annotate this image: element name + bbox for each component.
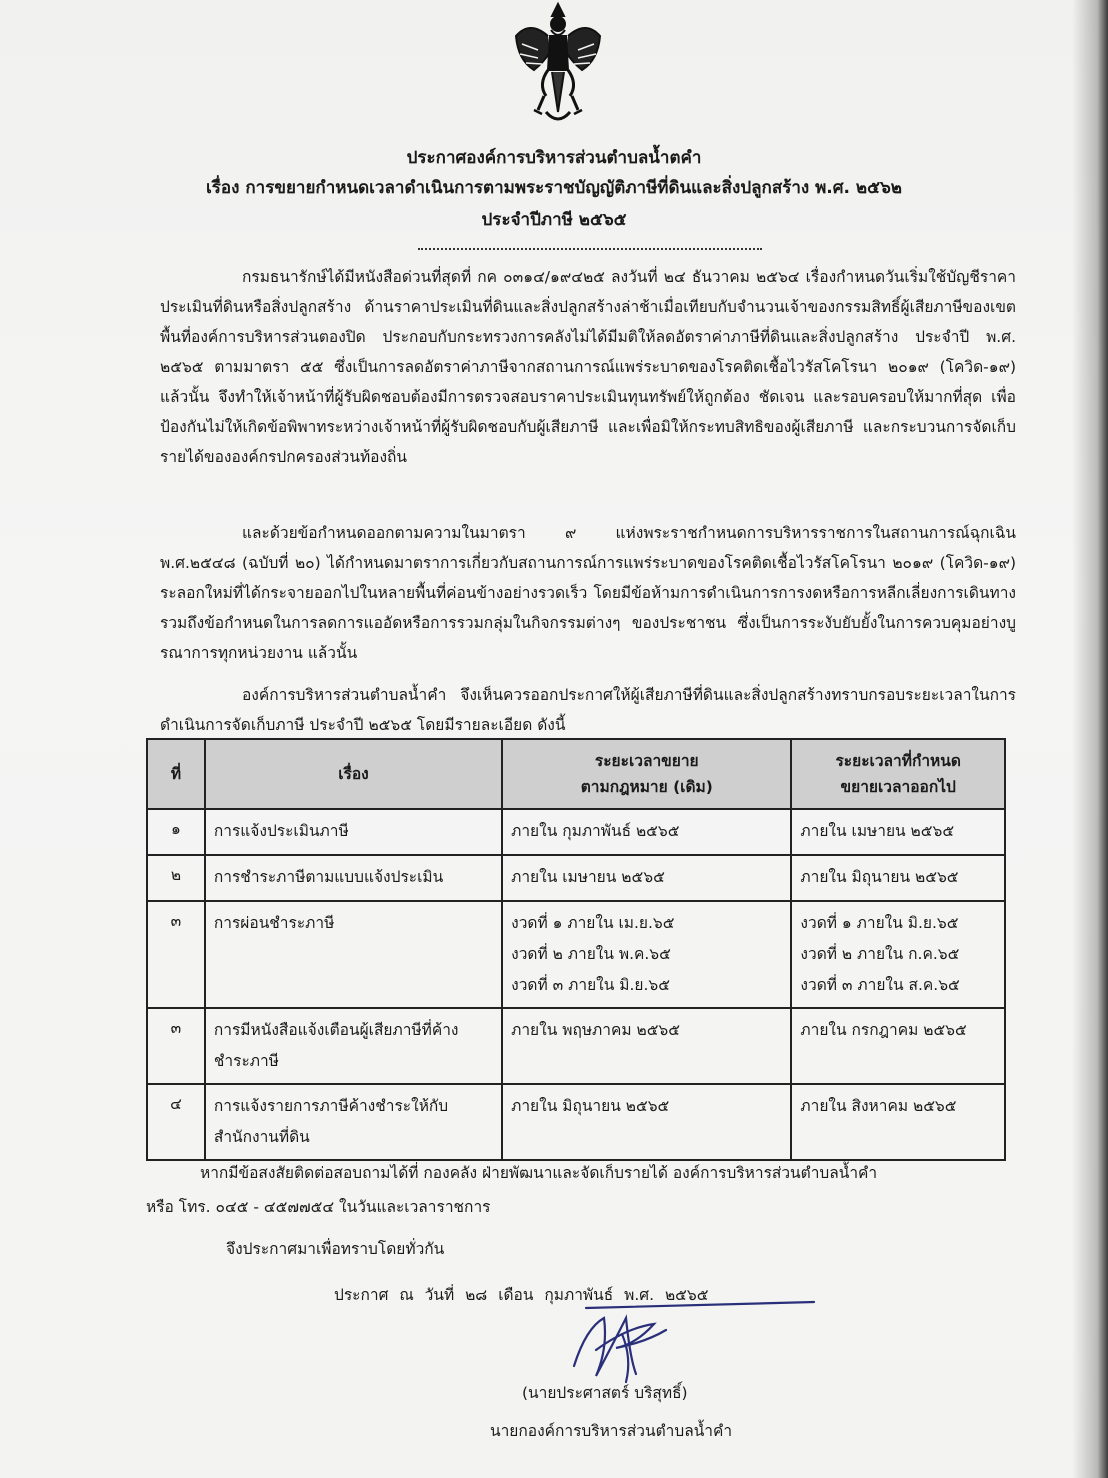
row-new-deadline: ภายใน กรกฎาคม ๒๕๖๕ [791, 1008, 1005, 1084]
schedule-table [146, 738, 1006, 1161]
contact-line-1: หากมีข้อสงสัยติดต่อสอบถามได้ที่ กองคลัง ฝ่ายพัฒนาและจัดเก็บรายได้ องค์การบริหารส่วนตำบลน้ำคำ [200, 1164, 878, 1182]
announcement-date: ประกาศ ณ วันที่ ๒๘ เดือน กุมภาพันธ์ พ.ศ. ๒๕๖๕ [334, 1286, 709, 1304]
row-old-deadline: ภายใน มิถุนายน ๒๕๖๕ [502, 1084, 791, 1160]
signer-position: นายกองค์การบริหารส่วนตำบลน้ำคำ [490, 1422, 733, 1440]
announcement-subject: เรื่อง การขยายกำหนดเวลาดำเนินการตามพระราชบัญญัติภาษีที่ดินและสิ่งปลูกสร้าง พ.ศ. ๒๕๖๒ [205, 178, 903, 198]
row-old-deadline: งวดที่ ๑ ภายใน เม.ย.๖๕ งวดที่ ๒ ภายใน พ.ค.๖๕ งวดที่ ๓ ภายใน มิ.ย.๖๕ [502, 901, 791, 1008]
row-new-deadline: ภายใน สิงหาคม ๒๕๖๕ [791, 1084, 1005, 1160]
header-new-deadline: ระยะเวลาที่กำหนด ขยายเวลาออกไป [791, 739, 1005, 809]
row-no: ๑ [147, 809, 205, 855]
header-no: ที่ [147, 739, 205, 809]
row-old-deadline: ภายใน เมษายน ๒๕๖๕ [502, 855, 791, 901]
row-no: ๒ [147, 855, 205, 901]
paragraph-1 [160, 262, 1016, 472]
row-new-deadline: ภายใน เมษายน ๒๕๖๕ [791, 809, 1005, 855]
contact-info [146, 1156, 1016, 1224]
row-no: ๓ [147, 901, 205, 1008]
row-subject: การผ่อนชำระภาษี [205, 901, 502, 1008]
announcement-closing: จึงประกาศมาเพื่อทราบโดยทั่วกัน [226, 1240, 445, 1258]
paragraph-3 [160, 680, 1016, 740]
row-subject: การแจ้งรายการภาษีค้างชำระให้กับ สำนักงานที่ดิน [205, 1084, 502, 1160]
announcement-title: ประกาศองค์การบริหารส่วนตำบลน้ำตคำ [406, 148, 702, 168]
paragraph-2-text: และด้วยข้อกำหนดออกตามความในมาตรา ๙ แห่งพระราชกำหนดการบริหารราชการในสถานการณ์ฉุกเฉิน พ.ศ.๒๕๔๘ (ฉบับที่ ๒๐) ได้กำหนดมาตราการเกี่ยวกับสถานการณ์การแพร่ระบาดของโรคติดเชื้อไวรัสโคโรนา ๒๐๑๙ (โควิด-๑๙) ระลอกใหม่ที่ได้กระจายออกไปในหลายพื้นที่ค่อนข้างอย่างรวดเร็ว โดยมีข้อห้ามการดำเนินการการงดหรือการหลีกเลี่ยงการเดินทาง รวมถึงข้อกำหนดในการลดการแออัดหรือการรวมกลุ่มในกิจกรรมต่างๆ ของประชาชน ซึ่งเป็นการระงับยับยั้งในการควบคุมอย่างบูรณาการทุกหน่วยงาน แล้วนั้น [160, 524, 1016, 662]
row-subject: การแจ้งประเมินภาษี [205, 809, 502, 855]
paragraph-1-text: กรมธนารักษ์ได้มีหนังสือด่วนที่สุดที่ กค ๐๓๑๔/๑๙๔๒๕ ลงวันที่ ๒๔ ธันวาคม ๒๕๖๔ เรื่องกำหนดวันเริ่มใช้บัญชีราคาประเมินที่ดินหรือสิ่งปลูกสร้าง ด้านราคาประเมินที่ดินและสิ่งปลูกสร้างล่าช้าเมื่อเทียบกับจำนวนเจ้าของกรรมสิทธิ์ผู้เสียภาษีของเขตพื้นที่องค์การบริหารส่วนตองปิด ประกอบกับกระทรวงการคลังไม่ได้มีมติให้ลดอัตราค่าภาษีที่ดินและสิ่งปลูกสร้าง ประจำปี พ.ศ. ๒๕๖๕ ตามมาตรา ๕๕ ซึ่งเป็นการลดอัตราค่าภาษีจากสถานการณ์แพร่ระบาดของโรคติดเชื้อไวรัสโคโรนา ๒๐๑๙ (โควิด-๑๙) แล้วนั้น จึงทำให้เจ้าหน้าที่ผู้รับผิดชอบต้องมีการตรวจสอบราคาประเมินทุนทรัพย์ให้ถูกต้อง ชัดเจน และรอบครอบให้มากที่สุด เพื่อป้องกันไม่ให้เกิดข้อพิพาทระหว่างเจ้าหน้าที่ผู้รับผิดชอบกับผู้เสียภาษี และเพื่อมิให้กระทบสิทธิของผู้เสียภาษี และกระบวนการจัดเก็บรายได้ขององค์กรปกครองส่วนท้องถิ่น [160, 268, 1016, 466]
paragraph-3-text: องค์การบริหารส่วนตำบลน้ำคำ จึงเห็นควรออกประกาศให้ผู้เสียภาษีที่ดินและสิ่งปลูกสร้างทราบกรอบระยะเวลาในการดำเนินการจัดเก็บภาษี ประจำปี ๒๕๖๕ โดยมีรายละเอียด ดังนี้ [160, 686, 1016, 734]
table-row [147, 901, 1005, 1008]
row-new-deadline: ภายใน มิถุนายน ๒๕๖๕ [791, 855, 1005, 901]
header-subject: เรื่อง [205, 739, 502, 809]
signer-name: (นายประศาสตร์ บริสุทธิ์) [522, 1384, 688, 1402]
table-row [147, 1084, 1005, 1160]
table-header-row [147, 739, 1005, 809]
header-old-deadline: ระยะเวลาขยาย ตามกฎหมาย (เดิม) [502, 739, 791, 809]
table-row [147, 1008, 1005, 1084]
paragraph-2 [160, 518, 1016, 668]
row-no: ๓ [147, 1008, 205, 1084]
dotted-divider [418, 248, 762, 250]
row-old-deadline: ภายใน พฤษภาคม ๒๕๖๕ [502, 1008, 791, 1084]
row-old-deadline: ภายใน กุมภาพันธ์ ๒๕๖๕ [502, 809, 791, 855]
tax-year-line: ประจำปีภาษี ๒๕๖๕ [481, 210, 627, 230]
contact-line-2: หรือ โทร. ๐๔๕ - ๔๕๗๗๕๔ ในวันและเวลาราชการ [146, 1198, 491, 1216]
garuda-emblem-icon [508, 0, 608, 130]
table-row [147, 809, 1005, 855]
table-row [147, 855, 1005, 901]
handwritten-signature [556, 1288, 826, 1388]
row-subject: การมีหนังสือแจ้งเตือนผู้เสียภาษีที่ค้าง ชำระภาษี [205, 1008, 502, 1084]
row-subject: การชำระภาษีตามแบบแจ้งประเมิน [205, 855, 502, 901]
row-new-deadline: งวดที่ ๑ ภายใน มิ.ย.๖๕ งวดที่ ๒ ภายใน ก.ค.๖๕ งวดที่ ๓ ภายใน ส.ค.๖๕ [791, 901, 1005, 1008]
row-no: ๔ [147, 1084, 205, 1160]
